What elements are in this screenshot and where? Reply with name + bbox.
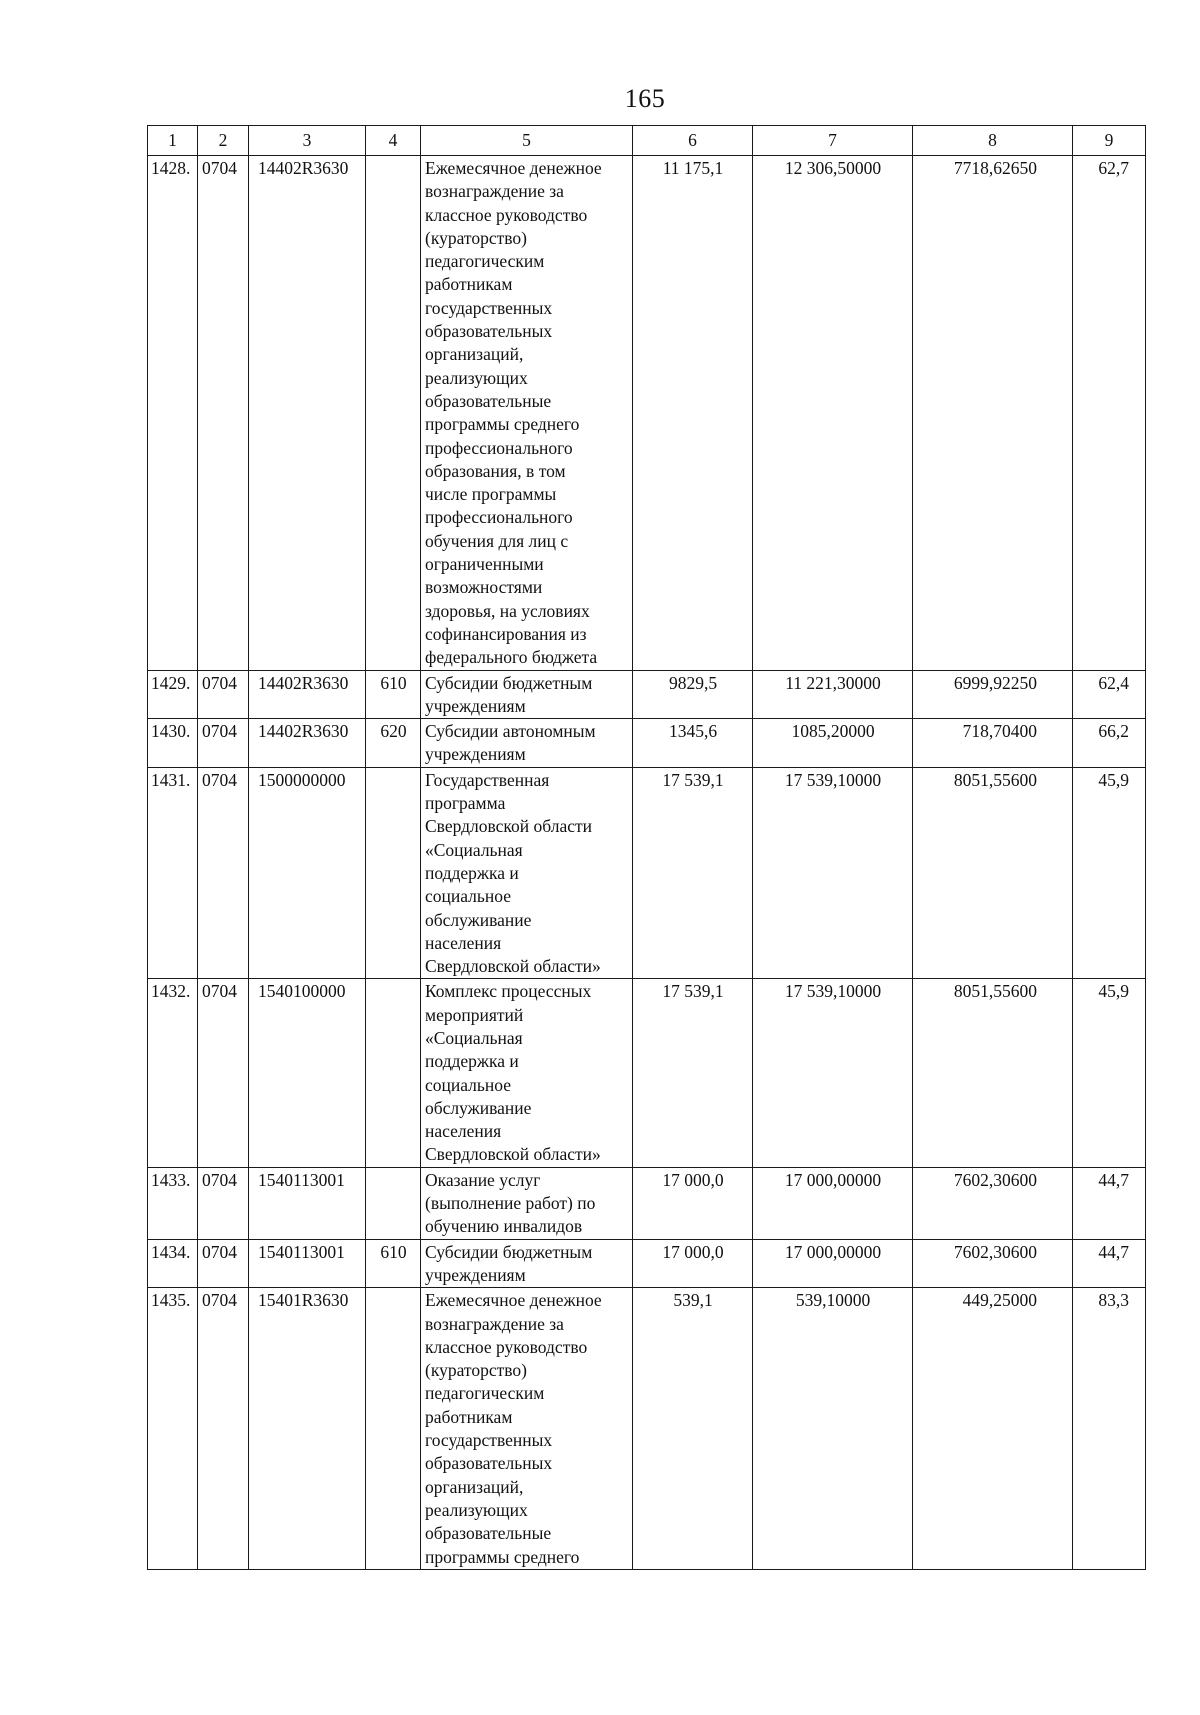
table-row <box>148 719 1146 768</box>
item-name-cell: Субсидии бюджетным учреждениям <box>421 1239 633 1288</box>
header-cell: 1 <box>148 126 198 156</box>
amount-cell-7: 11 221,30000 <box>753 670 913 719</box>
target-article-cell: 14402R3630 <box>249 719 366 768</box>
table-row <box>148 1239 1146 1288</box>
header-cell: 8 <box>913 126 1073 156</box>
target-article-cell: 14402R3630 <box>249 670 366 719</box>
expense-type-cell <box>366 767 421 979</box>
percent-cell: 62,4 <box>1073 670 1146 719</box>
amount-cell-6: 11 175,1 <box>633 156 753 671</box>
section-code-cell: 0704 <box>198 670 249 719</box>
expense-type-cell <box>366 979 421 1167</box>
amount-cell-8: 7718,62650 <box>913 156 1073 671</box>
row-number-cell: 1428. <box>148 156 198 671</box>
page-number: 165 <box>624 84 666 113</box>
section-code-cell: 0704 <box>198 1239 249 1288</box>
section-code-cell: 0704 <box>198 979 249 1167</box>
expense-type-cell <box>366 1167 421 1239</box>
item-name-cell: Оказание услуг (выполнение работ) по обучению инвалидов <box>421 1167 633 1239</box>
amount-cell-8: 8051,55600 <box>913 767 1073 979</box>
table-row <box>148 156 1146 671</box>
expense-type-cell <box>366 156 421 671</box>
amount-cell-6: 539,1 <box>633 1288 753 1570</box>
target-article-cell: 1540100000 <box>249 979 366 1167</box>
percent-cell: 44,7 <box>1073 1239 1146 1288</box>
table-row <box>148 979 1146 1167</box>
amount-cell-6: 1345,6 <box>633 719 753 768</box>
section-code-cell: 0704 <box>198 156 249 671</box>
percent-cell: 45,9 <box>1073 979 1146 1167</box>
amount-cell-7: 1085,20000 <box>753 719 913 768</box>
amount-cell-8: 7602,30600 <box>913 1239 1073 1288</box>
target-article-cell: 1540113001 <box>249 1239 366 1288</box>
amount-cell-6: 17 539,1 <box>633 979 753 1167</box>
item-name-cell: Ежемесячное денежное вознаграждение за классное руководство (кураторство) педагогическим работникам государственных образовательных организаций, реализующих образовательные программы среднего <box>421 1288 633 1570</box>
budget-table <box>147 125 1146 1570</box>
header-row <box>148 126 1146 156</box>
row-number-cell: 1433. <box>148 1167 198 1239</box>
amount-cell-7: 12 306,50000 <box>753 156 913 671</box>
row-number-cell: 1430. <box>148 719 198 768</box>
section-code-cell: 0704 <box>198 1288 249 1570</box>
header-cell: 5 <box>421 126 633 156</box>
section-code-cell: 0704 <box>198 719 249 768</box>
percent-cell: 44,7 <box>1073 1167 1146 1239</box>
amount-cell-7: 17 539,10000 <box>753 767 913 979</box>
percent-cell: 83,3 <box>1073 1288 1146 1570</box>
table-row <box>148 1288 1146 1570</box>
item-name-cell: Государственная программа Свердловской области «Социальная поддержка и социальное обслуживание населения Свердловской области» <box>421 767 633 979</box>
header-cell: 6 <box>633 126 753 156</box>
table-row <box>148 1167 1146 1239</box>
row-number-cell: 1429. <box>148 670 198 719</box>
item-name-cell: Субсидии автономным учреждениям <box>421 719 633 768</box>
target-article-cell: 1540113001 <box>249 1167 366 1239</box>
amount-cell-6: 17 539,1 <box>633 767 753 979</box>
row-number-cell: 1435. <box>148 1288 198 1570</box>
amount-cell-8: 449,25000 <box>913 1288 1073 1570</box>
section-code-cell: 0704 <box>198 1167 249 1239</box>
amount-cell-6: 17 000,0 <box>633 1239 753 1288</box>
row-number-cell: 1431. <box>148 767 198 979</box>
header-cell: 4 <box>366 126 421 156</box>
amount-cell-7: 17 000,00000 <box>753 1167 913 1239</box>
amount-cell-7: 539,10000 <box>753 1288 913 1570</box>
expense-type-cell: 620 <box>366 719 421 768</box>
percent-cell: 45,9 <box>1073 767 1146 979</box>
amount-cell-8: 8051,55600 <box>913 979 1073 1167</box>
header-cell: 3 <box>249 126 366 156</box>
header-cell: 9 <box>1073 126 1146 156</box>
target-article-cell: 15401R3630 <box>249 1288 366 1570</box>
amount-cell-6: 9829,5 <box>633 670 753 719</box>
expense-type-cell: 610 <box>366 670 421 719</box>
percent-cell: 62,7 <box>1073 156 1146 671</box>
expense-type-cell: 610 <box>366 1239 421 1288</box>
amount-cell-7: 17 539,10000 <box>753 979 913 1167</box>
item-name-cell: Ежемесячное денежное вознаграждение за классное руководство (кураторство) педагогическим работникам государственных образовательных организаций, реализующих образовательные программы среднего профессионального образования, в том числе программы профессионального обучения для лиц с ограниченными возможностями здоровья, на условиях софинансирования из федерального бюджета <box>421 156 633 671</box>
item-name-cell: Субсидии бюджетным учреждениям <box>421 670 633 719</box>
amount-cell-8: 6999,92250 <box>913 670 1073 719</box>
item-name-cell: Комплекс процессных мероприятий «Социальная поддержка и социальное обслуживание населения Свердловской области» <box>421 979 633 1167</box>
percent-cell: 66,2 <box>1073 719 1146 768</box>
target-article-cell: 14402R3630 <box>249 156 366 671</box>
section-code-cell: 0704 <box>198 767 249 979</box>
amount-cell-6: 17 000,0 <box>633 1167 753 1239</box>
amount-cell-8: 7602,30600 <box>913 1167 1073 1239</box>
header-cell: 2 <box>198 126 249 156</box>
row-number-cell: 1432. <box>148 979 198 1167</box>
row-number-cell: 1434. <box>148 1239 198 1288</box>
header-cell: 7 <box>753 126 913 156</box>
table-row <box>148 670 1146 719</box>
target-article-cell: 1500000000 <box>249 767 366 979</box>
expense-type-cell <box>366 1288 421 1570</box>
amount-cell-8: 718,70400 <box>913 719 1073 768</box>
amount-cell-7: 17 000,00000 <box>753 1239 913 1288</box>
table-row <box>148 767 1146 979</box>
